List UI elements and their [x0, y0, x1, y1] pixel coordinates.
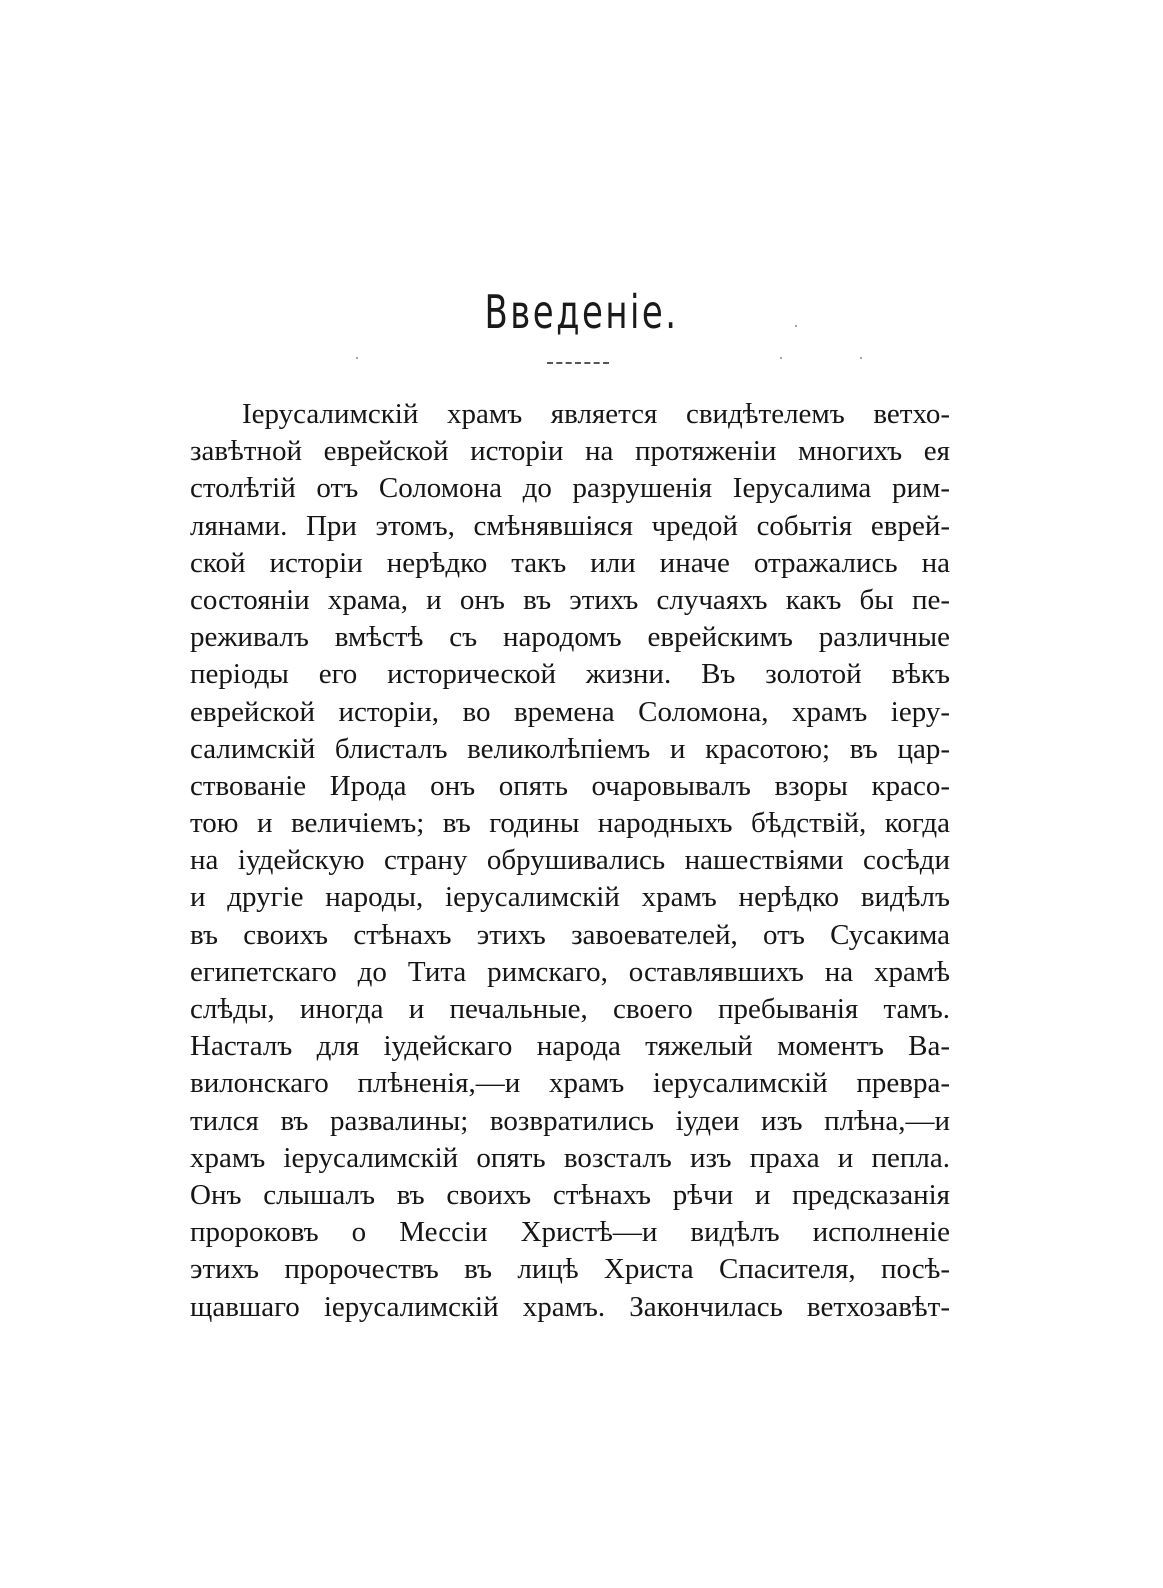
text-line: періоды его исторической жизни. Въ золотой вѣкъ — [190, 658, 950, 691]
text-line: въ своихъ стѣнахъ этихъ завоевателей, отъ Сусакима — [190, 918, 950, 951]
intro-paragraph — [190, 396, 950, 1326]
text-line: тою и величіемъ; въ годины народныхъ бѣдствій, когда — [190, 807, 950, 840]
text-line: пророковъ о Мессіи Христѣ—и видѣлъ исполненіе — [190, 1216, 950, 1249]
text-line: еврейской исторіи, во времена Соломона, храмъ іеру- — [190, 695, 950, 728]
text-line: салимскій блисталъ великолѣпіемъ и красотою; въ цар- — [190, 732, 950, 765]
text-line: египетскаго до Тита римскаго, оставлявшихъ на храмѣ — [190, 955, 950, 988]
scan-speck — [860, 357, 862, 359]
text-line: лянами. При этомъ, смѣнявшіяся чредой событія еврей- — [190, 509, 950, 542]
text-line: состояніи храма, и онъ въ этихъ случаяхъ какъ бы пе- — [190, 583, 950, 616]
text-line: столѣтій отъ Соломона до разрушенія Іерусалима рим- — [190, 472, 950, 505]
text-line: завѣтной еврейской исторіи на протяженіи многихъ ея — [190, 435, 950, 468]
scan-speck — [356, 357, 358, 359]
text-line: на іудейскую страну обрушивались нашествіями сосѣди — [190, 844, 950, 877]
chapter-heading: Введеніе. — [484, 285, 679, 339]
scan-speck — [795, 325, 797, 327]
text-line: вилонскаго плѣненія,—и храмъ іерусалимскій превра- — [190, 1067, 950, 1100]
text-line: щавшаго іерусалимскій храмъ. Закончилась ветхозавѣт- — [190, 1290, 950, 1323]
text-line: реживалъ вмѣстѣ съ народомъ еврейскимъ различные — [190, 621, 950, 654]
text-line: тился въ развалины; возвратились іудеи изъ плѣна,—и — [190, 1104, 950, 1137]
text-line: и другіе народы, іерусалимскій храмъ нерѣдко видѣлъ — [190, 881, 950, 914]
text-line: ствованіе Ирода онъ опять очаровывалъ взоры красо- — [190, 769, 950, 802]
text-line: Іерусалимскій храмъ является свидѣтелемъ ветхо- — [242, 398, 950, 430]
heading-divider — [547, 362, 609, 364]
text-line: Насталъ для іудейскаго народа тяжелый моментъ Ва- — [190, 1030, 950, 1063]
scan-speck — [780, 357, 782, 359]
text-line: Онъ слышалъ въ своихъ стѣнахъ рѣчи и предсказанія — [190, 1178, 950, 1211]
text-line: ской исторіи нерѣдко такъ или иначе отражались на — [190, 546, 950, 579]
text-line: слѣды, иногда и печальные, своего пребыванія тамъ. — [190, 993, 950, 1025]
text-line: храмъ іерусалимскій опять возсталъ изъ праха и пепла. — [190, 1141, 950, 1174]
text-line: этихъ пророчествъ въ лицѣ Христа Спасителя, посѣ- — [190, 1253, 950, 1286]
